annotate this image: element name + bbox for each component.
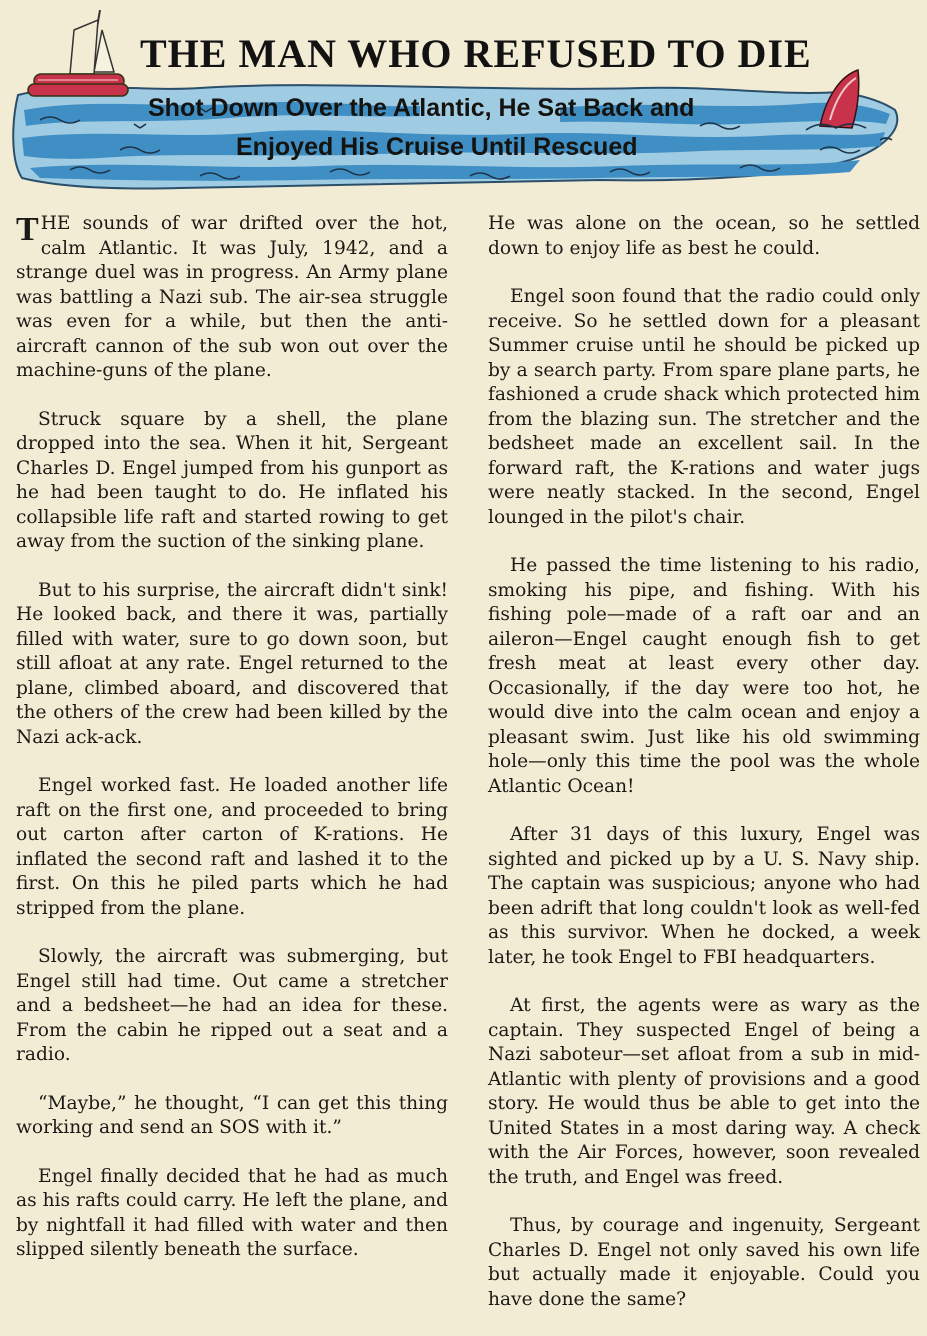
sinking-plane-tail-icon bbox=[800, 58, 880, 158]
paragraph: He passed the time listening to his radio, smoking his pipe, and fishing. With his fishing pole—made of a raft oar and an aileron—Engel caught enough fish to get fresh meat at least every other day. Occasionally, if the day were too hot, he would dive into the calm ocean and enjoy a pleasant swim. Just like his old swimming hole—only this time the pool was the whole Atlantic Ocean! bbox=[488, 555, 920, 797]
paragraph: After 31 days of this luxury, Engel was sighted and picked up by a U. S. Navy ship. The captain was suspicious; anyone who had been adrift that long couldn't look as well-fed as this survivor. When he docked, a week later, he took Engel to FBI headquarters. bbox=[488, 824, 920, 968]
article-subtitle-line-2: Enjoyed His Cruise Until Rescued bbox=[236, 133, 638, 161]
paragraph: THE sounds of war drifted over the hot, calm Atlantic. It was July, 1942, and a strange duel was in progress. An Army plane was battling a Nazi sub. The air-sea struggle was even for a while, but then the anti-aircraft cannon of the sub won out over the machine-guns of the plane. bbox=[16, 211, 448, 381]
paragraph: But to his surprise, the aircraft didn't sink! He looked back, and there it was, partially filled with water, sure to go down soon, but still afloat at any rate. Engel returned to the plane, climbed aboard, and discovered that the others of the crew had been killed by the Nazi ack-ack. bbox=[16, 579, 448, 748]
paragraph: Engel finally decided that he had as much as his rafts could carry. He left the plane, and by nightfall it had filled with water and then slipped silently beneath the surface. bbox=[16, 1165, 448, 1260]
right-column bbox=[488, 212, 920, 1336]
paragraph: He was alone on the ocean, so he settled down to enjoy life as best he could. bbox=[488, 213, 920, 259]
paragraph: Engel soon found that the radio could only receive. So he settled down for a pleasant Summer cruise until he should be picked up by a search party. From spare plane parts, he fashioned a crude shack which protected him from the blazing sun. The stretcher and the bedsheet made an excellent sail. In the forward raft, the K-rations and water jugs were neatly stacked. In the second, Engel lounged in the pilot's chair. bbox=[488, 286, 920, 528]
paragraph: “Maybe,” he thought, “I can get this thing working and send an SOS with it.” bbox=[16, 1092, 448, 1138]
paragraph: At first, the agents were as wary as the captain. They suspected Engel of being a Nazi saboteur—set afloat from a sub in mid-Atlantic with plenty of provisions and a good story. He would thus be able to get into the United States in a most daring way. A check with the Air Forces, however, soon revealed the truth, and Engel was freed. bbox=[488, 995, 920, 1188]
paragraph: Engel worked fast. He loaded another life raft on the first one, and proceeded to bring out carton after carton of K-rations. He inflated the second raft and lashed it to the first. On this he piled parts which he had stripped from the plane. bbox=[16, 775, 448, 919]
drop-cap: T bbox=[16, 211, 39, 248]
title-banner bbox=[0, 0, 927, 200]
article-subtitle-line-1: Shot Down Over the Atlantic, He Sat Back and bbox=[148, 94, 695, 122]
article-title: THE MAN WHO REFUSED TO DIE bbox=[140, 31, 812, 76]
paragraph: Thus, by courage and ingenuity, Sergeant Charles D. Engel not only saved his own life but actually made it enjoyable. Could you have done the same? bbox=[488, 1215, 920, 1310]
paragraph: Struck square by a shell, the plane dropped into the sea. When it hit, Sergeant Charles D. Engel jumped from his gunport as he had been taught to do. He inflated his collapsible life raft and started rowing to get away from the suction of the sinking plane. bbox=[16, 408, 448, 552]
paragraph: Slowly, the aircraft was submerging, but Engel still had time. Out came a stretcher and a bedsheet—he had an idea for these. From the cabin he ripped out a seat and a radio. bbox=[16, 946, 448, 1065]
left-column bbox=[16, 212, 448, 1287]
